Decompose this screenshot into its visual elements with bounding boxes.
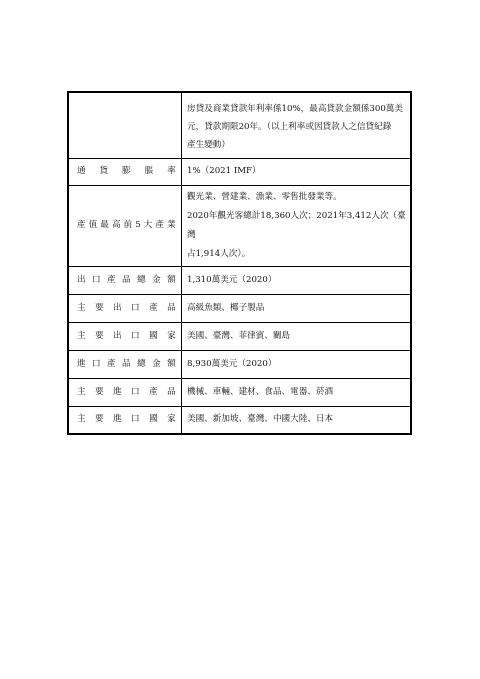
table-row: [68, 406, 411, 434]
inflation-label: 通貨膨脹率: [68, 158, 182, 185]
value-line: 美國、臺灣、菲律賓、關島: [187, 330, 291, 341]
table-row: [68, 266, 411, 294]
loan-terms-value: [182, 92, 412, 158]
top-industries-label: 產值最高前5大產業: [68, 185, 182, 266]
value-line: 元，貸款期限20年。（以上利率或因貸款人之信貸紀錄: [187, 122, 392, 133]
inflation-value: [182, 158, 412, 185]
import-total-label: 進口產品總金額: [68, 350, 182, 378]
table-row: [68, 350, 411, 378]
value-line: 高級魚類、椰子製品: [187, 302, 265, 313]
main-exports-value: [182, 294, 412, 322]
country-info-table: [67, 91, 412, 435]
export-total-value: [182, 266, 412, 294]
table-row: [68, 322, 411, 350]
import-total-value: [182, 350, 412, 378]
value-line: 產生變動）: [187, 140, 230, 151]
value-line: 8,930萬美元（2020）: [187, 358, 277, 369]
value-line: 房貸及商業貸款年利率係10%，最高貸款金額係300萬美: [187, 104, 403, 115]
value-line: 機械、車輛、建材、食品、電器、菸酒: [187, 386, 334, 397]
export-countries-label: 主要出口國家: [68, 322, 182, 350]
value-line: 觀光業、營建業、漁業、零售批發業等。: [187, 191, 342, 202]
main-exports-label: 主要出口產品: [68, 294, 182, 322]
table-row: [68, 185, 411, 266]
value-line: 1%（2021 IMF）: [187, 166, 261, 176]
top-industries-value: [182, 185, 412, 266]
table-row: [68, 294, 411, 322]
main-imports-value: [182, 378, 412, 406]
value-line: 1,310萬美元（2020）: [187, 274, 277, 285]
import-countries-value: [182, 406, 412, 434]
table-row: [68, 158, 411, 185]
table-row: [68, 92, 411, 158]
export-total-label: 出口產品總金額: [68, 266, 182, 294]
value-line: 美國、新加坡、臺灣、中國大陸、日本: [187, 414, 334, 425]
main-imports-label: 主要進口產品: [68, 378, 182, 406]
table-row: [68, 378, 411, 406]
import-countries-label: 主要進口國家: [68, 406, 182, 434]
export-countries-value: [182, 322, 412, 350]
value-line: 2020年觀光客總計18,360人次；2021年3,412人次（臺灣: [187, 210, 406, 240]
row-label-continued: [68, 92, 182, 158]
value-line: 占1,914人次）。: [187, 248, 251, 259]
